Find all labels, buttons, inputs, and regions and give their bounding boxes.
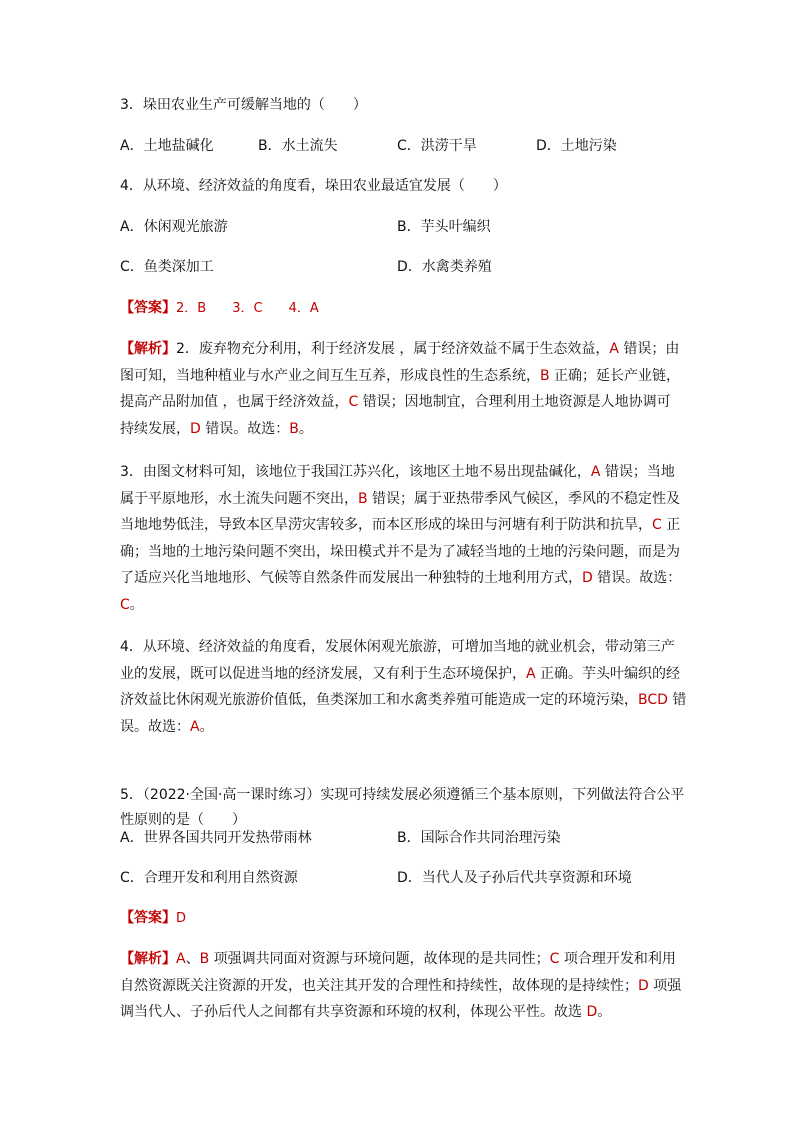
analysis-line (120, 999, 680, 1026)
analysis-text: 济效益比休闲观光旅游价值低，鱼类深加工和水禽类养殖可能造成一定的环境污染， (120, 692, 638, 708)
question-5-option-a: A．世界各国共同开发热带雨林 (120, 830, 312, 846)
question-3-option-b: B．水土流失 (258, 138, 338, 154)
analysis-text: 图可知，当地种植业与水产业之间互生互养，形成良性的生态系统， (120, 367, 540, 384)
option-letter: D (190, 420, 201, 437)
option-letter: B (358, 490, 368, 507)
option-letter: D (582, 570, 593, 586)
question-5-stem-line: 性原则的是（ ） (120, 812, 246, 828)
question-5-option-b: B．国际合作共同治理污染 (397, 830, 561, 846)
question-5-stem (120, 783, 685, 833)
option-letter: A (609, 341, 619, 357)
option-letter: D (586, 1004, 598, 1020)
analysis-text: 项合理开发和利用 (559, 951, 676, 967)
analysis-line (120, 973, 680, 1000)
analysis-text: 了适应兴化当地地形、气候等自然条件而发展出一种独特的土地利用方式， (120, 570, 582, 586)
question-5-stem-line: 5．（2022·全国·高一课时练习）实现可持续发展必须遵循三个基本原则，下列做法符合公平 (120, 787, 685, 803)
answer-item: 3．C (232, 301, 263, 316)
analysis-line (120, 336, 680, 363)
option-letter: A (526, 665, 536, 682)
analysis-text: 错误。故选： (200, 420, 290, 437)
analysis-text: 调当代人、子孙后代人之间都有共享资源和环境的权利，体现公平性。故选 (120, 1004, 587, 1020)
analysis-line (120, 592, 680, 619)
analysis-text: 持续发展， (120, 420, 190, 437)
answer-item: 4．A (288, 301, 319, 316)
option-letter: BCD (638, 692, 668, 708)
option-letter: D (638, 977, 649, 994)
analysis-text: 3．由图文材料可知，该地位于我国江苏兴化，该地区土地不易出现盐碱化， (120, 464, 591, 480)
question-5-option-c: C．合理开发和利用自然资源 (120, 870, 298, 886)
option-letter: B (289, 420, 299, 437)
analysis-line (120, 459, 680, 486)
answer-item: 2．B (176, 301, 207, 316)
analysis-block-1 (120, 336, 680, 442)
analysis-text: 、 (185, 951, 200, 967)
question-3-stem: 3．垛田农业生产可缓解当地的（ ） (120, 97, 367, 113)
analysis-line (120, 389, 680, 416)
analysis-text: 错误；当地 (600, 464, 675, 480)
analysis-text: 提高产品附加值 ，也属于经济效益， (120, 394, 349, 410)
question-4-option-c: C．鱼类深加工 (120, 259, 214, 275)
analysis-text: 正确。芋头叶编织的经 (535, 665, 681, 682)
analysis-text: 自然资源既关注资源的开发，也关注其开发的合理性和持续性，故体现的是持续性； (120, 977, 638, 994)
option-letter: A (590, 464, 601, 480)
analysis-tag: 【解析】 (120, 951, 176, 967)
option-letter: B (199, 951, 210, 967)
question-4-option-a: A．休闲观光旅游 (120, 219, 228, 235)
analysis-text: 。 (199, 718, 214, 735)
analysis-line (120, 539, 680, 566)
analysis-text: 错误；因地制宜，合理利用土地资源是人地协调可 (358, 394, 671, 410)
analysis-line (120, 512, 680, 539)
analysis-text: 正 (661, 517, 681, 533)
answer-item: D (176, 911, 187, 926)
analysis-text: 错 (667, 692, 687, 708)
analysis-line (120, 416, 680, 443)
analysis-line (120, 946, 680, 973)
analysis-text: 项强 (648, 977, 682, 994)
analysis-line (120, 714, 680, 741)
answer-tag: 【答案】 (120, 300, 176, 316)
analysis-text: 错误；属于亚热带季风气候区，季风的不稳定性及 (367, 490, 681, 507)
option-letter: A (190, 718, 200, 735)
analysis-text: 。 (298, 420, 313, 437)
answer-tag: 【答案】 (120, 910, 176, 926)
analysis-block-4 (120, 946, 680, 1026)
answer-block-1 (120, 298, 319, 319)
option-letter: C (652, 517, 662, 533)
option-letter: C (549, 951, 560, 967)
analysis-tag: 【解析】 (120, 341, 176, 357)
question-5-option-d: D．当代人及子孙后代共享资源和环境 (397, 870, 632, 886)
answer-block-2 (120, 908, 186, 929)
analysis-text: 2．废弃物充分利用，利于经济发展 ，属于经济效益不属于生态效益， (176, 341, 610, 357)
analysis-block-2 (120, 459, 680, 618)
analysis-line (120, 363, 680, 390)
question-3-option-c: C．洪涝干旱 (397, 138, 477, 154)
analysis-text: 属于平原地形，水土流失问题不突出， (120, 490, 358, 507)
analysis-text: 当地地势低洼，导致本区旱涝灾害较多，而本区形成的垛田与河塘有利于防洪和抗旱， (120, 517, 652, 533)
analysis-line (120, 565, 680, 592)
analysis-block-3 (120, 634, 687, 740)
analysis-line (120, 661, 680, 688)
option-letter: C (348, 394, 359, 410)
analysis-text: 项强调共同面对资源与环境问题，故体现的是共同性； (209, 951, 550, 967)
analysis-text: 4．从环境、经济效益的角度看，发展休闲观光旅游，可增加当地的就业机会，带动第三产 (120, 639, 675, 655)
analysis-text: 业的发展，既可以促进当地的经济发展，又有利于生态环境保护， (120, 665, 526, 682)
question-3-option-d: D．土地污染 (536, 138, 617, 154)
analysis-text: 误。故选： (120, 718, 190, 735)
question-3-option-a: A．土地盐碱化 (120, 138, 214, 154)
question-4-stem: 4．从环境、经济效益的角度看，垛田农业最适宜发展（ ） (120, 178, 507, 194)
option-letter: C (120, 596, 130, 613)
analysis-line (120, 634, 680, 661)
analysis-text: 确；当地的土地污染问题不突出，垛田模式并不是为了减轻当地的土地的污染问题，而是为 (120, 543, 680, 560)
option-letter: B (540, 367, 550, 384)
analysis-line (120, 687, 687, 714)
analysis-line (120, 486, 680, 513)
analysis-text: 错误。故选： (592, 570, 682, 586)
question-4-option-b: B．芋头叶编织 (397, 219, 491, 235)
question-4-option-d: D．水禽类养殖 (397, 259, 492, 275)
analysis-text: 错误；由 (618, 341, 680, 357)
analysis-text: 。 (129, 596, 144, 613)
analysis-text: 正确；延长产业链， (549, 367, 681, 384)
option-letter: A (176, 951, 186, 967)
analysis-text: 。 (597, 1004, 612, 1020)
